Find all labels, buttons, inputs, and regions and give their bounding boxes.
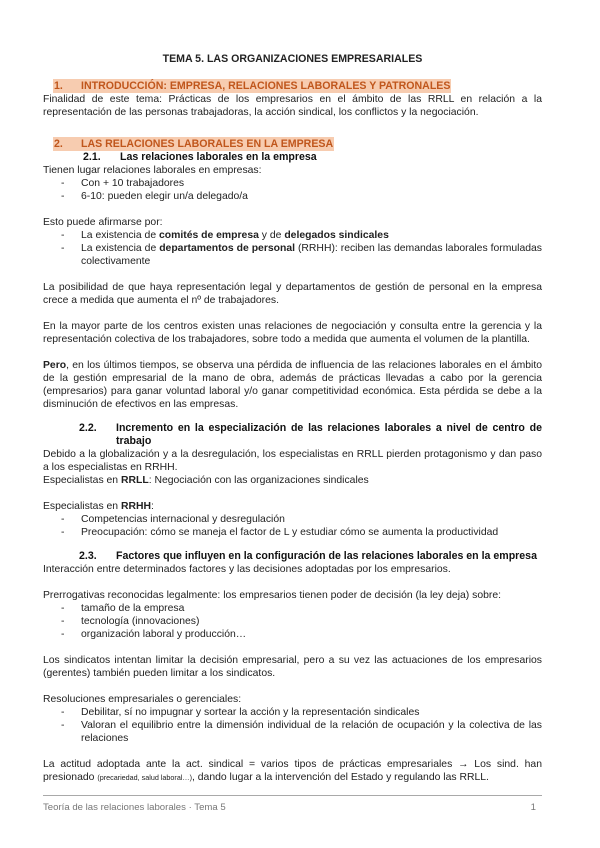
list-item: - 6-10: pueden elegir un/a delegado/a (61, 191, 248, 202)
section-2-1-number: 2.1. (83, 151, 101, 163)
existence-list (43, 229, 542, 268)
list-item: - organización laboral y producción… (61, 629, 247, 640)
section-2-1-intro: Tienen lugar relaciones laborales en empresas: (43, 165, 262, 176)
paragraph: Especialistas en RRHH: (43, 501, 154, 512)
paragraph: La posibilidad de que haya representación legal y departamentos de gestión de personal en la empresa crece a medida que aumenta el nº de trabajadores. (43, 282, 542, 306)
bold-term: RRLL (120, 475, 149, 486)
page-number: 1 (530, 802, 536, 813)
section-1-text: Finalidad de este tema: Prácticas de los empresarios en el ámbito de las RRLL en relación a la representación de las personas trabajadoras, la acción sindical, los conflictos y la negociación. (43, 94, 542, 118)
section-2-1-title: Las relaciones laborales en la empresa (120, 151, 317, 163)
section-1-title: INTRODUCCIÓN: EMPRESA, RELACIONES LABORALES Y PATRONALES (81, 80, 451, 92)
list-item: - Con + 10 trabajadores (61, 178, 185, 189)
affirm-intro: Esto puede afirmarse por: (43, 217, 163, 228)
list-item: - tecnología (innovaciones) (61, 616, 200, 627)
section-2-3-number: 2.3. (79, 550, 97, 562)
list-item: - La existencia de comités de empresa y de delegados sindicales (61, 230, 389, 241)
section-2-number: 2. (54, 138, 63, 150)
section-2-heading (43, 138, 542, 151)
paragraph: La actitud adoptada ante la act. sindical = varios tipos de prácticas empresariales → Los sind. han presionado (precariedad, salud laboral…), dando lugar a la intervención del Estado y regulando las RRLL. (43, 759, 542, 783)
section-2-2-heading (43, 422, 542, 448)
paragraph: Resoluciones empresariales o gerenciales: (43, 694, 242, 705)
list-item: - Debilitar, sí no impugnar y sortear la acción y la representación sindicales (61, 707, 420, 718)
page-footer (43, 795, 542, 814)
resolutions-list (43, 706, 542, 745)
section-2-2-number: 2.2. (79, 422, 97, 434)
list-item: - Valoran el equilibrio entre la dimensión individual de la relación de ocupación y la colectiva de las relaciones (61, 720, 542, 744)
bold-term: RRHH (120, 501, 151, 512)
document-body (43, 53, 542, 784)
rrhh-list (43, 513, 542, 539)
list-item: - tamaño de la empresa (61, 603, 185, 614)
section-2-3-heading (43, 550, 542, 563)
section-2-1-heading (43, 151, 542, 164)
section-1-number: 1. (54, 80, 63, 92)
prerogatives-list (43, 602, 542, 641)
paragraph: En la mayor parte de los centros existen unas relaciones de negociación y consulta entre la gerencia y la representación colectiva de los trabajadores, sobre todo a medida que aumenta el volumen de la plantilla. (43, 321, 542, 345)
section-1-heading (43, 80, 542, 93)
list-item: - Competencias internacional y desregulación (61, 514, 285, 525)
paragraph: Debido a la globalización y a la desregulación, los especialistas en RRLL pierden protagonismo y dan paso a los especialistas en RRHH. (43, 449, 542, 473)
company-size-list (43, 177, 542, 203)
paragraph: Especialistas en RRLL: Negociación con las organizaciones sindicales (43, 475, 369, 486)
paragraph: Los sindicatos intentan limitar la decisión empresarial, pero a su vez las actuaciones de los empresarios (gerentes) también pueden limitar a los sindicatos. (43, 655, 542, 679)
section-2-title: LAS RELACIONES LABORALES EN LA EMPRESA (81, 138, 334, 150)
bold-term: delegados sindicales (284, 230, 389, 241)
bold-term: Pero (43, 360, 67, 371)
list-item: - Preocupación: cómo se maneja el factor de L y estudiar cómo se aumenta la productividad (61, 527, 499, 538)
list-item: - La existencia de departamentos de personal (RRHH): reciben las demandas laborales formuladas colectivamente (61, 243, 542, 267)
bold-term: comités de empresa (158, 230, 259, 241)
small-note: (precariedad, salud laboral…) (97, 773, 192, 782)
paragraph: Prerrogativas reconocidas legalmente: los empresarios tienen poder de decisión (la ley deja) sobre: (43, 590, 502, 601)
bold-term: departamentos de personal (159, 243, 296, 254)
paragraph: Pero, en los últimos tiempos, se observa una pérdida de influencia de las relaciones laborales en el ámbito de la gestión empresarial de la mano de obra, además de prácticas llevadas a cabo por la gerencia (empresarios) para ganar voluntad laboral y/o ganar competitividad económica. Esta pérdida se debe a la disminución de efectivos en las empresas. (43, 360, 542, 410)
paragraph: Interacción entre determinados factores y las decisiones adoptadas por los empresarios. (43, 564, 451, 575)
document-title: TEMA 5. LAS ORGANIZACIONES EMPRESARIALES (162, 53, 423, 65)
section-2-2-title: Incremento en la especialización de las relaciones laborales a nivel de centro de trabajo (116, 422, 542, 447)
footer-text: Teoría de las relaciones laborales · Tema 5 (43, 802, 226, 813)
section-2-3-title: Factores que influyen en la configuración de las relaciones laborales en la empresa (116, 550, 537, 562)
